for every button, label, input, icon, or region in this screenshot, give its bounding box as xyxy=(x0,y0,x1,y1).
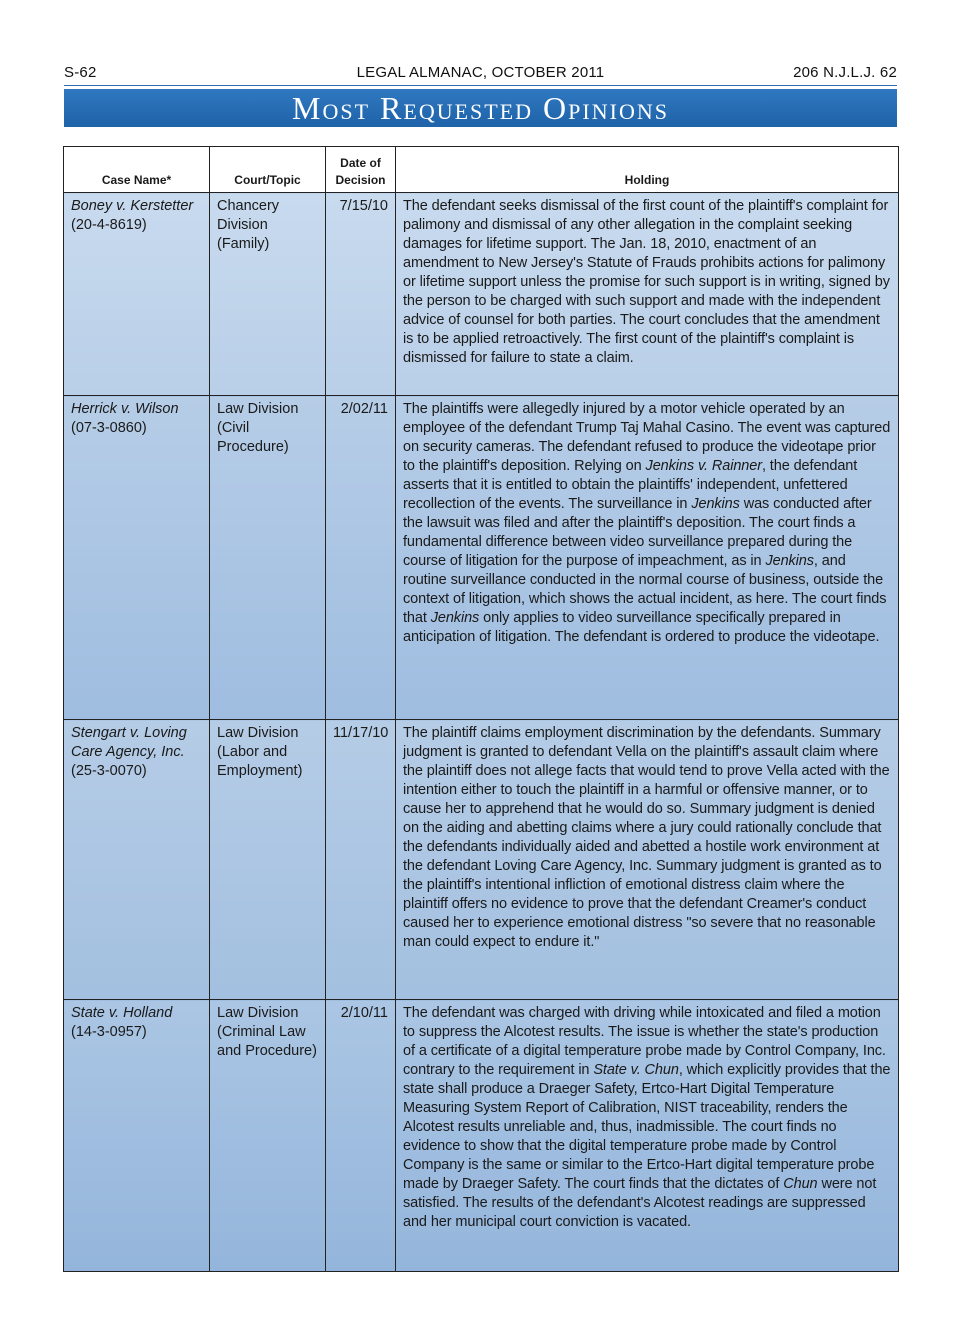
case-name: State v. Holland xyxy=(71,1005,173,1021)
holding-segment: , which explicitly provides that the state shall produce a Draeger Safety, Ertco-Hart Digital Temperature Measuring System Report of Calibration, NIST traceability, renders the Alcotest results unreliable and, thus, inadmissible. The court finds no evidence to show that the digital temperature probe made by Control Company is the same or similar to the Ertco-Hart digital temperature probe made by Draeger Safety. The court finds that the dictates of xyxy=(403,1062,891,1192)
docket-number: (25-3-0070) xyxy=(71,763,147,779)
table-row xyxy=(64,396,899,720)
running-header xyxy=(64,64,897,84)
decision-date: 2/02/11 xyxy=(326,396,396,720)
holding-segment: only applies to video surveillance specifically prepared in anticipation of litigation. The defendant is ordered to produce the videotape. xyxy=(403,610,880,645)
court-topic: Law Division (Civil Procedure) xyxy=(210,396,326,720)
holding-segment: , and routine surveillance conducted in the normal course of business, outside the context of litigation, which shows the actual incident, as here. The court finds that xyxy=(403,553,887,626)
holding-text xyxy=(396,193,899,396)
decision-date: 2/10/11 xyxy=(326,1000,396,1272)
page-number-right: 206 N.J.L.J. 62 xyxy=(793,64,897,81)
docket-number: (14-3-0957) xyxy=(71,1024,147,1040)
case-cell xyxy=(64,193,210,396)
case-citation: Jenkins xyxy=(691,496,740,512)
holding-text xyxy=(396,1000,899,1272)
docket-number: (20-4-8619) xyxy=(71,217,147,233)
header-rule xyxy=(64,85,897,86)
holding-segment: was conducted after the lawsuit was filed and after the plaintiff's deposition. The court finds a fundamental difference between video surveillance prepared during the course of litigation for the purpose of impeachment, as in xyxy=(403,496,872,569)
section-title: Most Requested Opinions xyxy=(292,90,669,126)
case-cell xyxy=(64,720,210,1000)
table-row xyxy=(64,1000,899,1272)
table-row xyxy=(64,193,899,396)
court-topic: Law Division (Labor and Employment) xyxy=(210,720,326,1000)
column-header-date-line1: Date of xyxy=(340,156,381,170)
column-header-holding: Holding xyxy=(396,147,899,193)
case-citation: State v. Chun xyxy=(593,1062,679,1078)
holding-segment: The defendant was charged with driving while intoxicated and filed a motion to suppress the Alcotest results. The issue is whether the state's production of a certificate of a digital temperature probe made by Control Company, Inc. contrary to the requirement in xyxy=(403,1005,886,1078)
court-topic: Law Division (Criminal Law and Procedure) xyxy=(210,1000,326,1272)
case-citation: Jenkins xyxy=(765,553,814,569)
opinions-table xyxy=(63,146,899,1272)
column-header-case: Case Name* xyxy=(64,147,210,193)
decision-date: 7/15/10 xyxy=(326,193,396,396)
column-header-date xyxy=(326,147,396,193)
table-header-row xyxy=(64,147,899,193)
holding-segment: The plaintiffs were allegedly injured by a motor vehicle operated by an employee of the defendant Trump Taj Mahal Casino. The event was captured on security cameras. The defendant refused to produce the videotape prior to the plaintiff's deposition. Relying on xyxy=(403,401,891,474)
column-header-date-line2: Decision xyxy=(335,173,386,187)
section-banner xyxy=(64,89,897,127)
decision-date: 11/17/10 xyxy=(326,720,396,1000)
publication-title: LEGAL ALMANAC, OCTOBER 2011 xyxy=(356,64,605,81)
holding-segment: were not satisfied. The results of the defendant's Alcotest readings are suppressed and her municipal court conviction is vacated. xyxy=(403,1176,877,1230)
case-citation: Jenkins v. Rainner xyxy=(645,458,762,474)
holding-segment: The defendant seeks dismissal of the first count of the plaintiff's complaint for palimony and dismissal of any other allegation in the complaint seeking damages for lifetime support. The Jan. 18, 2010, enactment of an amendment to New Jersey's Statute of Frauds prohibits actions for palimony or lifetime support unless the promise for such support is in writing, signed by the person to be charged with such support and made with the independent advice of counsel for both parties. The court concludes that the amendment is to be applied retroactively. The first count of the plaintiff's complaint is dismissed for failure to state a claim. xyxy=(403,198,890,366)
case-cell xyxy=(64,396,210,720)
case-cell xyxy=(64,1000,210,1272)
holding-segment: The plaintiff claims employment discrimination by the defendants. Summary judgment is granted to defendant Vella on the plaintiff's assault claim where the plaintiff does not allege facts that would tend to prove Vella acted with the intention either to touch the plaintiff in a harmful or offensive manner, or to cause her to apprehend that he would do so. Summary judgment is denied on the aiding and abetting claims where a jury could rationally conclude that the defendants individually aided and abetted a hostile work environment at the defendant Loving Care Agency, Inc. Summary judgment is granted as to the plaintiff's intentional infliction of emotional distress claim where the plaintiff offers no evidence to prove that the defendant Creamer's conduct caused her to experience emotional distress "so severe that no reasonable man could expect to endure it." xyxy=(403,725,890,950)
page-number-left: S-62 xyxy=(64,64,97,81)
case-name: Stengart v. Loving Care Agency, Inc. xyxy=(71,725,187,760)
case-citation: Chun xyxy=(783,1176,818,1192)
case-name: Herrick v. Wilson xyxy=(71,401,179,417)
table-row xyxy=(64,720,899,1000)
court-topic: Chancery Division (Family) xyxy=(210,193,326,396)
docket-number: (07-3-0860) xyxy=(71,420,147,436)
case-citation: Jenkins xyxy=(430,610,480,626)
holding-text xyxy=(396,720,899,1000)
holding-segment: , the defendant asserts that it is entitled to obtain the plaintiffs' independent, unfettered recollection of the events. The surveillance in xyxy=(403,458,858,512)
holding-text xyxy=(396,396,899,720)
column-header-court: Court/Topic xyxy=(210,147,326,193)
case-name: Boney v. Kerstetter xyxy=(71,198,194,214)
